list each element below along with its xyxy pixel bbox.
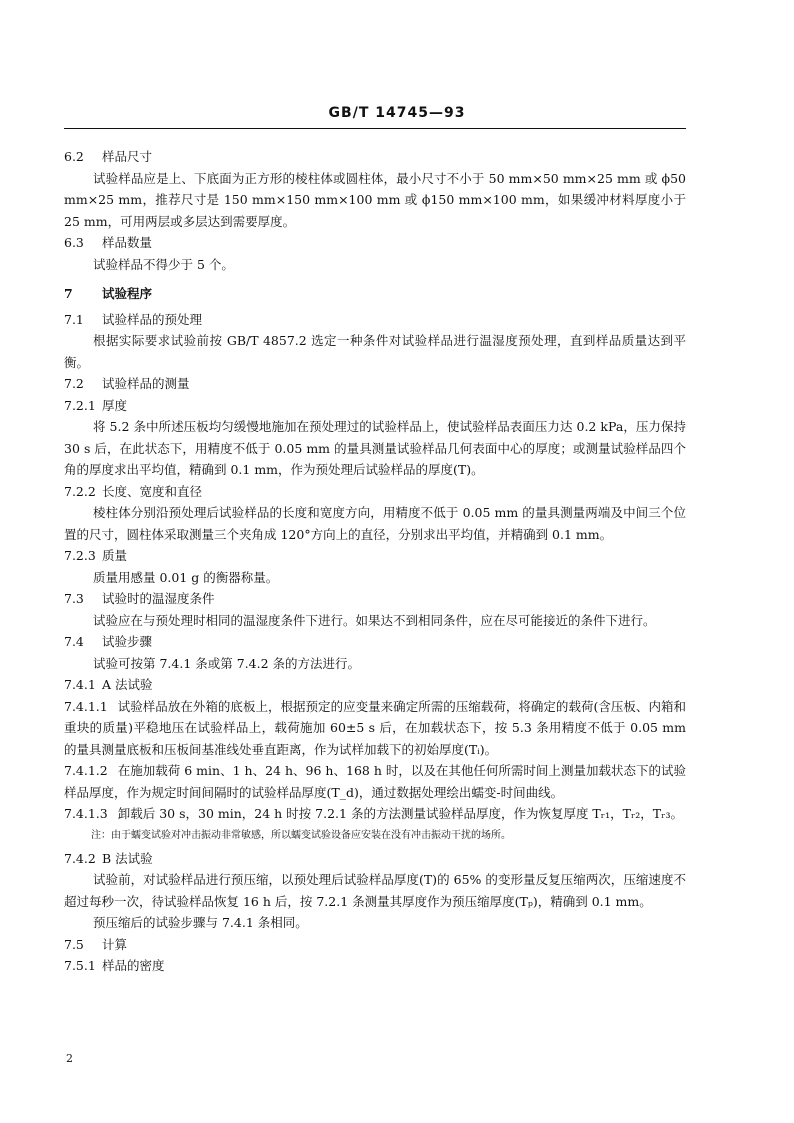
document-body (64, 146, 686, 977)
section-title: 样品尺寸 (102, 149, 153, 164)
section-title: B 法试验 (102, 850, 153, 866)
note: 注：由于蠕变试验对冲击振动非常敏感，所以蠕变试验设备应安装在没有冲击振动干扰的场所。 (91, 829, 511, 841)
paragraph: 试验前，对试验样品进行预压缩，以预处理后试验样品厚度(T)的 65% 的变形量反复压缩两次，压缩速度不超过每秒一次，待试验样品恢复 16 h 后，按 7.2.1 条测量其厚度作为预压缩厚度(Tₚ)，精确到 0.1 mm。 (64, 872, 686, 909)
clause-number: 7.4.1.2 (64, 763, 108, 778)
paragraph-text: 卸载后 30 s，30 min，24 h 时按 7.2.1 条的方法测量试验样品厚度，作为恢复厚度 Tᵣ₁，Tᵣ₂，Tᵣ₃。 (117, 806, 683, 821)
clause-number: 7.4.1.1 (64, 698, 108, 714)
section-number: 7.2 (64, 376, 84, 391)
section-number: 7.4.2 (64, 850, 96, 866)
section-heading (64, 232, 686, 254)
paragraph: 试验样品应是上、下底面为正方形的棱柱体或圆柱体，最小尺寸不小于 50 mm×50 mm×25 mm 或 ϕ50 mm×25 mm，推荐尺寸是 150 mm×150 mm×100 mm 或 ϕ150 mm×100 mm，如果缓冲材料厚度小于 25 mm，可用两层或多层达到需要厚度。 (64, 170, 686, 229)
section-heading (64, 955, 686, 977)
section-title: A 法试验 (102, 677, 153, 692)
section-heading (64, 588, 686, 610)
section-heading (64, 373, 686, 395)
section-number: 7.1 (64, 311, 84, 327)
paragraph: 试验可按第 7.4.1 条或第 7.4.2 条的方法进行。 (93, 655, 361, 671)
section-number: 6.2 (64, 149, 84, 164)
section-heading (64, 309, 686, 331)
paragraph: 根据实际要求试验前按 GB/T 4857.2 选定一种条件对试验样品进行温湿度预处理，直到样品质量达到平衡。 (64, 333, 686, 370)
section-number: 7.4 (64, 634, 84, 649)
section-heading (64, 283, 686, 305)
clause-number: 7.4.1.3 (64, 806, 108, 821)
section-heading (64, 146, 686, 168)
section-number: 7.3 (64, 591, 84, 606)
section-heading (64, 545, 686, 567)
paragraph: 将 5.2 条中所述压板均匀缓慢地施加在预处理过的试验样品上，使试验样品表面压力达 0.2 kPa，压力保持 30 s 后，在此状态下，用精度不低于 0.05 mm 的量具测量试验样品几何表面中心的厚度；或测量试验样品四个角的厚度求出平均值，精确到 0.1 mm，作为预处理后试验样品的厚度(T)。 (64, 419, 686, 477)
section-heading (64, 631, 686, 653)
paragraph: 试验应在与预处理时相同的温湿度条件下进行。如果达不到相同条件，应在尽可能接近的条件下进行。 (93, 612, 656, 628)
paragraph-text: 在施加载荷 6 min、1 h、24 h、96 h、168 h 时，以及在其他任何所需时间上测量加载状态下的试验样品厚度，作为规定时间间隔时的试验样品厚度(T_d)，通过数据处理绘出蠕变-时间曲线。 (64, 763, 686, 800)
section-title: 样品的密度 (102, 958, 165, 973)
section-title: 试验步骤 (102, 634, 153, 649)
section-title: 计算 (102, 936, 128, 952)
section-number: 7.2.3 (64, 548, 96, 563)
section-number: 7 (64, 286, 73, 301)
section-heading (64, 674, 686, 696)
section-title: 试验样品的预处理 (102, 311, 203, 327)
section-title: 质量 (102, 548, 128, 563)
header-rule (64, 128, 686, 129)
section-number: 7.2.1 (64, 397, 96, 413)
numbered-paragraph (64, 803, 686, 825)
section-number: 7.5 (64, 936, 84, 952)
section-number: 6.3 (64, 235, 84, 250)
numbered-paragraph (64, 760, 686, 803)
paragraph: 棱柱体分别沿预处理后试验样品的长度和宽度方向，用精度不低于 0.05 mm 的量具测量两端及中间三个位置的尺寸，圆柱体采取测量三个夹角成 120°方向上的直径，分别求出平均值，并精确到 0.1 mm。 (64, 505, 686, 542)
section-number: 7.5.1 (64, 958, 96, 973)
paragraph: 质量用感量 0.01 g 的衡器称量。 (93, 569, 279, 585)
section-title: 长度、宽度和直径 (102, 483, 203, 499)
standard-header: GB/T 14745—93 (328, 105, 466, 121)
section-heading (64, 934, 686, 956)
section-heading (64, 848, 686, 870)
section-title: 厚度 (102, 397, 128, 413)
section-title: 试验程序 (102, 286, 153, 301)
section-number: 7.4.1 (64, 677, 96, 692)
section-title: 样品数量 (102, 235, 153, 250)
paragraph-text: 试验样品放在外箱的底板上，根据预定的应变量来确定所需的压缩载荷，将确定的载荷(含压板、内箱和重块的质量)平稳地压在试验样品上，载荷施加 60±5 s 后，在加载状态下，按 5.3 条用精度不低于 0.05 mm 的量具测量底板和压板间基准线处垂直距离，作为试样加载下的初始厚度(Tᵢ)。 (64, 698, 686, 757)
numbered-paragraph (64, 696, 686, 761)
section-number: 7.2.2 (64, 483, 96, 499)
section-heading (64, 481, 686, 503)
paragraph: 试验样品不得少于 5 个。 (93, 256, 234, 272)
paragraph: 预压缩后的试验步骤与 7.4.1 条相同。 (93, 915, 308, 930)
section-title: 试验样品的测量 (102, 376, 190, 391)
section-title: 试验时的温湿度条件 (102, 591, 215, 606)
section-heading (64, 395, 686, 417)
page-number: 2 (66, 1052, 73, 1065)
